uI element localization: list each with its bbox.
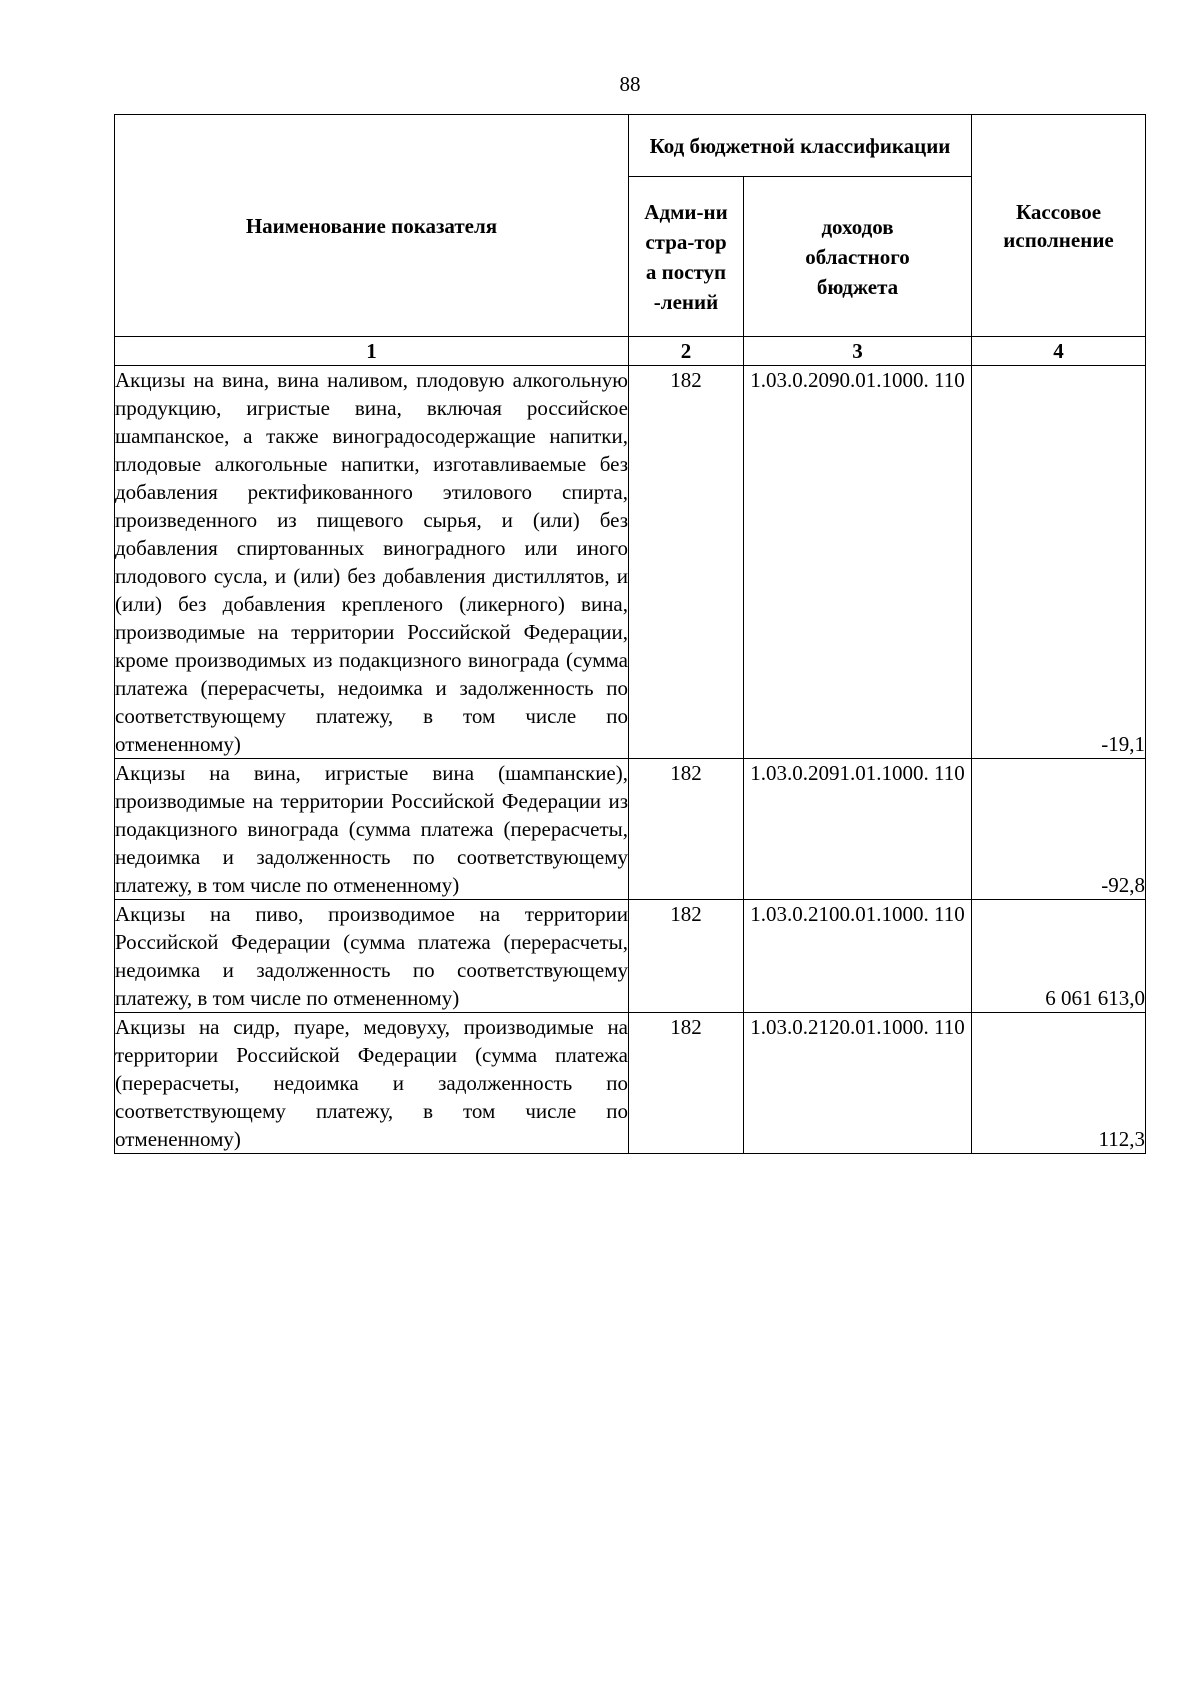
header-execution: Кассовое исполнение <box>972 115 1146 337</box>
header-budget-code-group: Код бюджетной классификации <box>629 115 972 177</box>
header-revenue-code: доходов областного бюджета <box>744 177 972 337</box>
revenue-code: 1.03.0.2120.01.1000. 110 <box>744 1013 972 1154</box>
indicator-name: Акцизы на сидр, пуаре, медовуху, производимые на территории Российской Федерации (сумма платежа (перерасчеты, недоимка и задолженность по соответствующему платежу, в том числе по отмененному) <box>115 1013 629 1154</box>
revenue-code: 1.03.0.2090.01.1000. 110 <box>744 366 972 759</box>
header-administrator: Адми-нистра-тора поступ-лений <box>629 177 744 337</box>
administrator-code: 182 <box>629 366 744 759</box>
table-row <box>115 759 1146 900</box>
column-number: 2 <box>629 337 744 366</box>
header-indicator-name: Наименование показателя <box>115 115 629 337</box>
table-row <box>115 366 1146 759</box>
administrator-code: 182 <box>629 759 744 900</box>
page-number: 88 <box>619 72 641 96</box>
column-number: 1 <box>115 337 629 366</box>
column-numbers-row <box>115 337 1146 366</box>
execution-amount: -92,8 <box>972 759 1146 900</box>
execution-amount: 6 061 613,0 <box>972 900 1146 1013</box>
execution-amount: 112,3 <box>972 1013 1146 1154</box>
indicator-name: Акцизы на пиво, производимое на территории Российской Федерации (сумма платежа (перерасчеты, недоимка и задолженность по соответствующему платежу, в том числе по отмененному) <box>115 900 629 1013</box>
column-number: 3 <box>744 337 972 366</box>
revenue-code: 1.03.0.2100.01.1000. 110 <box>744 900 972 1013</box>
execution-amount: -19,1 <box>972 366 1146 759</box>
administrator-code: 182 <box>629 1013 744 1154</box>
indicator-name: Акцизы на вина, вина наливом, плодовую алкогольную продукцию, игристые вина, включая российское шампанское, а также виноградосодержащие напитки, плодовые алкогольные напитки, изготавливаемые без добавления ректификованного этилового спирта, произведенного из пищевого сырья, и (или) без добавления спиртованных виноградного или иного плодового сусла, и (или) без добавления дистиллятов, и (или) без добавления крепленого (ликерного) вина, производимые на территории Российской Федерации, кроме производимых из подакцизного винограда (сумма платежа (перерасчеты, недоимка и задолженность по соответствующему платежу, в том числе по отмененному) <box>115 366 629 759</box>
table-row <box>115 1013 1146 1154</box>
administrator-code: 182 <box>629 900 744 1013</box>
revenue-code: 1.03.0.2091.01.1000. 110 <box>744 759 972 900</box>
table-row <box>115 900 1146 1013</box>
budget-revenue-table <box>114 114 1146 1154</box>
column-number: 4 <box>972 337 1146 366</box>
indicator-name: Акцизы на вина, игристые вина (шампанские), производимые на территории Российской Федерации из подакцизного винограда (сумма платежа (перерасчеты, недоимка и задолженность по соответствующему платежу, в том числе по отмененному) <box>115 759 629 900</box>
